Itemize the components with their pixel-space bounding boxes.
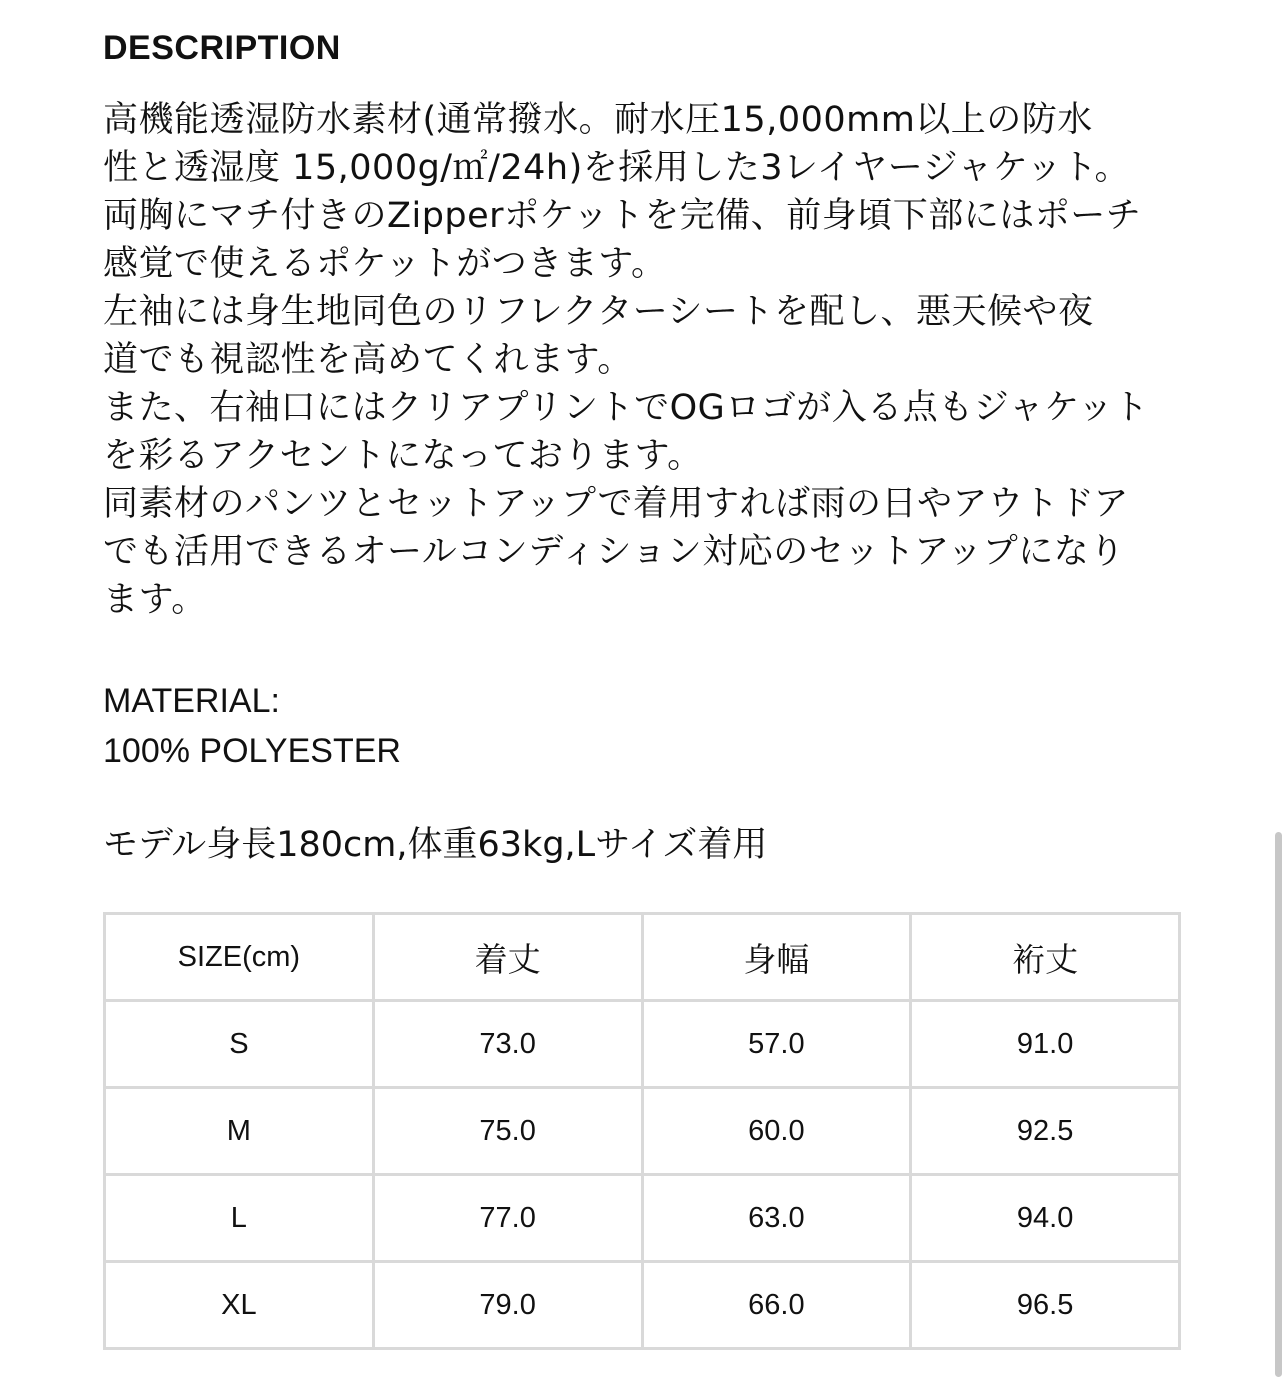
width-cell: 63.0 [642, 1175, 911, 1262]
table-row [105, 1175, 1180, 1262]
width-cell: 57.0 [642, 1001, 911, 1088]
size-cell: XL [105, 1262, 374, 1349]
width-cell: 60.0 [642, 1088, 911, 1175]
description-line: 両胸にマチ付きのZipperポケットを完備、前身頃下部にはポーチ [103, 196, 1142, 236]
size-column-header: SIZE(cm) [105, 914, 374, 1001]
length-cell: 75.0 [373, 1088, 642, 1175]
description-heading: DESCRIPTION [103, 29, 341, 67]
table-row [105, 1001, 1180, 1088]
size-table [103, 912, 1181, 1350]
length-cell: 77.0 [373, 1175, 642, 1262]
width-column-header: 身幅 [642, 914, 911, 1001]
material-label: MATERIAL: [103, 682, 280, 720]
material-info [103, 676, 1181, 776]
sleeve-cell: 92.5 [911, 1088, 1180, 1175]
size-cell: M [105, 1088, 374, 1175]
description-line: でも活用できるオールコンディション対応のセットアップになり [103, 532, 1125, 572]
description-line: 感覚で使えるポケットがつきます。 [103, 244, 667, 284]
description-text [103, 96, 1181, 624]
description-line: を彩るアクセントになっております。 [103, 436, 703, 476]
sleeve-cell: 94.0 [911, 1175, 1180, 1262]
description-line: 左袖には身生地同色のリフレクターシートを配し、悪天候や夜 [103, 292, 1094, 332]
size-cell: S [105, 1001, 374, 1088]
product-description-section [103, 24, 1181, 870]
table-row [105, 1262, 1180, 1349]
description-line: 高機能透湿防水素材(通常撥水。耐水圧15,000mm以上の防水 [103, 100, 1093, 140]
vertical-scrollbar[interactable] [1275, 832, 1282, 1377]
description-line: 同素材のパンツとセットアップで着用すれば雨の日やアウトドア [103, 484, 1130, 524]
sleeve-cell: 91.0 [911, 1001, 1180, 1088]
length-cell: 73.0 [373, 1001, 642, 1088]
table-row [105, 1088, 1180, 1175]
model-info: モデル身長180cm,体重63kg,Lサイズ着用 [103, 825, 768, 865]
length-cell: 79.0 [373, 1262, 642, 1349]
description-line: 性と透湿度 15,000g/㎡/24h)を採用した3レイヤージャケット。 [103, 148, 1130, 188]
length-column-header: 着丈 [373, 914, 642, 1001]
sleeve-cell: 96.5 [911, 1262, 1180, 1349]
size-table-header-row [105, 914, 1180, 1001]
width-cell: 66.0 [642, 1262, 911, 1349]
description-line: ます。 [103, 580, 207, 620]
size-cell: L [105, 1175, 374, 1262]
sleeve-column-header: 裄丈 [911, 914, 1180, 1001]
material-value: 100% POLYESTER [103, 732, 401, 770]
description-line: また、右袖口にはクリアプリントでOGロゴが入る点もジャケット [103, 388, 1149, 428]
description-line: 道でも視認性を高めてくれます。 [103, 340, 633, 380]
